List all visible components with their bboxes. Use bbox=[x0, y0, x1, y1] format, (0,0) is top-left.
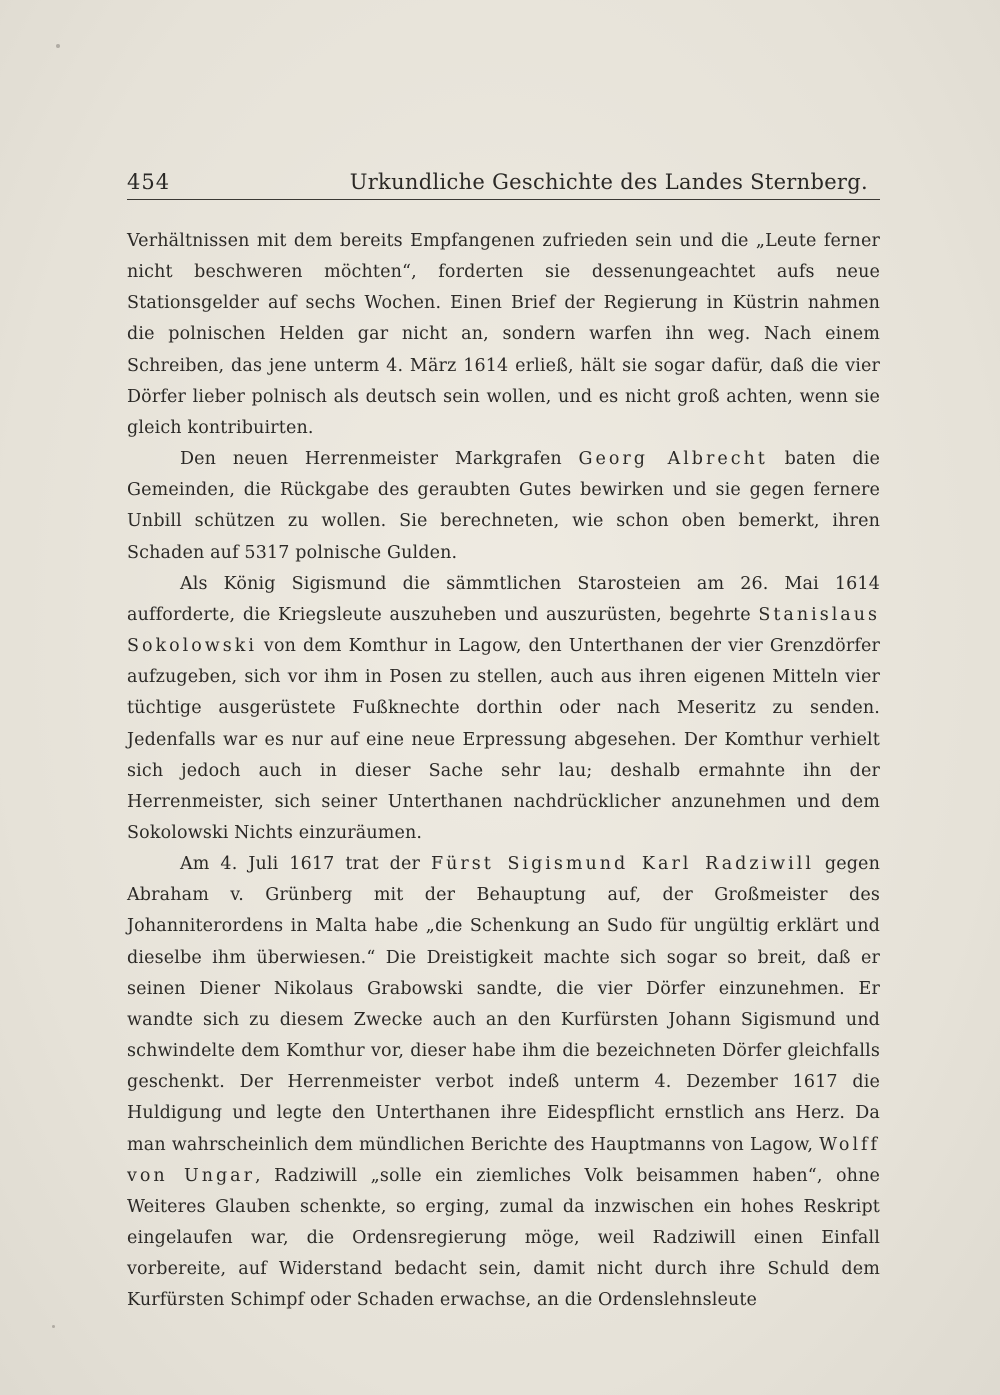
paragraph-text: baten die Gemeinden, die Rückgabe des geraubten Gutes bewirken und sie gegen fernere Unbill schützen zu wollen. Sie berechneten, wie schon oben bemerkt, ihren Schaden auf 5317 polnische Gulden. bbox=[127, 449, 880, 563]
paragraph-text: Verhältnissen mit dem bereits Empfangenen zufrieden sein und die „Leute ferner nicht beschweren möchten“, forderten sie dessenungeachtet aufs neue Stationsgelder auf sechs Wochen. Einen Brief der Regierung in Küstrin nahmen die polnischen Helden gar nicht an, sondern warfen ihn weg. Nach einem Schreiben, das jene unterm 4. März 1614 erließ, hält sie sogar dafür, daß die vier Dörfer lieber polnisch als deutsch sein wollen, und es nicht groß achten, wenn sie gleich kontribuirten. bbox=[127, 231, 880, 438]
paragraph bbox=[127, 849, 880, 1316]
ink-speck bbox=[52, 1325, 55, 1328]
spaced-name: Stanislaus Sokolowski bbox=[127, 604, 880, 657]
paragraph bbox=[127, 569, 880, 849]
spaced-name: Fürst Sigismund Karl Radziwill bbox=[430, 854, 814, 875]
running-title: Urkundliche Geschichte des Landes Sternberg. bbox=[349, 170, 868, 194]
ink-speck bbox=[56, 44, 60, 48]
paragraph-text: Am 4. Juli 1617 trat der bbox=[180, 854, 431, 875]
paragraph-text: von dem Komthur in Lagow, den Unterthanen der vier Grenzdörfer aufzugeben, sich vor ihm in Posen zu stellen, auch aus ihren eigenen Mitteln vier tüchtige ausgerüstete Fußknechte dorthin oder nach Meseritz zu senden. Jedenfalls war es nur auf eine neue Erpressung abgesehen. Der Komthur verhielt sich jedoch auch in dieser Sache sehr lau; deshalb ermahnte ihn der Herrenmeister, sich seiner Unterthanen nachdrücklicher anzunehmen und dem Sokolowski Nichts einzuräumen. bbox=[127, 636, 880, 843]
spaced-name: Georg Albrecht bbox=[578, 449, 768, 470]
page-number: 454 bbox=[127, 170, 171, 194]
paragraph bbox=[127, 444, 880, 569]
spaced-name: Wolff von Ungar bbox=[127, 1134, 880, 1186]
paragraph bbox=[127, 226, 880, 444]
header-rule bbox=[127, 199, 880, 200]
paragraph-text: gegen Abraham v. Grünberg mit der Behauptung auf, der Großmeister des Johanniterordens in Malta habe „die Schenkung an Sudo für ungültig erklärt und dieselbe ihm überwiesen.“ Die Dreistigkeit machte sich sogar so breit, daß er seinen Diener Nikolaus Grabowski sandte, die vier Dörfer einzunehmen. Er wandte sich zu diesem Zwecke auch an den Kurfürsten Johann Sigismund und schwindelte dem Komthur vor, dieser habe ihm die bezeichneten Dörfer gleichfalls geschenkt. Der Herrenmeister verbot indeß unterm 4. Dezember 1617 die Huldigung und legte den Unterthanen ihre Eidespflicht ernstlich ans Herz. Da man wahrscheinlich dem mündlichen Berichte des Hauptmanns von Lagow, bbox=[127, 854, 880, 1155]
page-header bbox=[127, 170, 880, 200]
paragraph-text: Den neuen Herrenmeister Markgrafen bbox=[180, 449, 579, 470]
paragraph-text: Als König Sigismund die sämmtlichen Starosteien am 26. Mai 1614 aufforderte, die Kriegsleute auszuheben und auszurüsten, begehrte bbox=[127, 573, 880, 625]
body-text bbox=[127, 226, 880, 1316]
paragraph-text: , Radziwill „solle ein ziemliches Volk beisammen haben“, ohne Weiteres Glauben schenkte, so erging, zumal da inzwischen ein hohes Reskript eingelaufen war, die Ordensregierung möge, weil Radziwill einen Einfall vorbereite, auf Widerstand bedacht sein, damit nicht durch ihre Schuld dem Kurfürsten Schimpf oder Schaden erwachse, an die Ordenslehnsleute bbox=[127, 1165, 880, 1311]
